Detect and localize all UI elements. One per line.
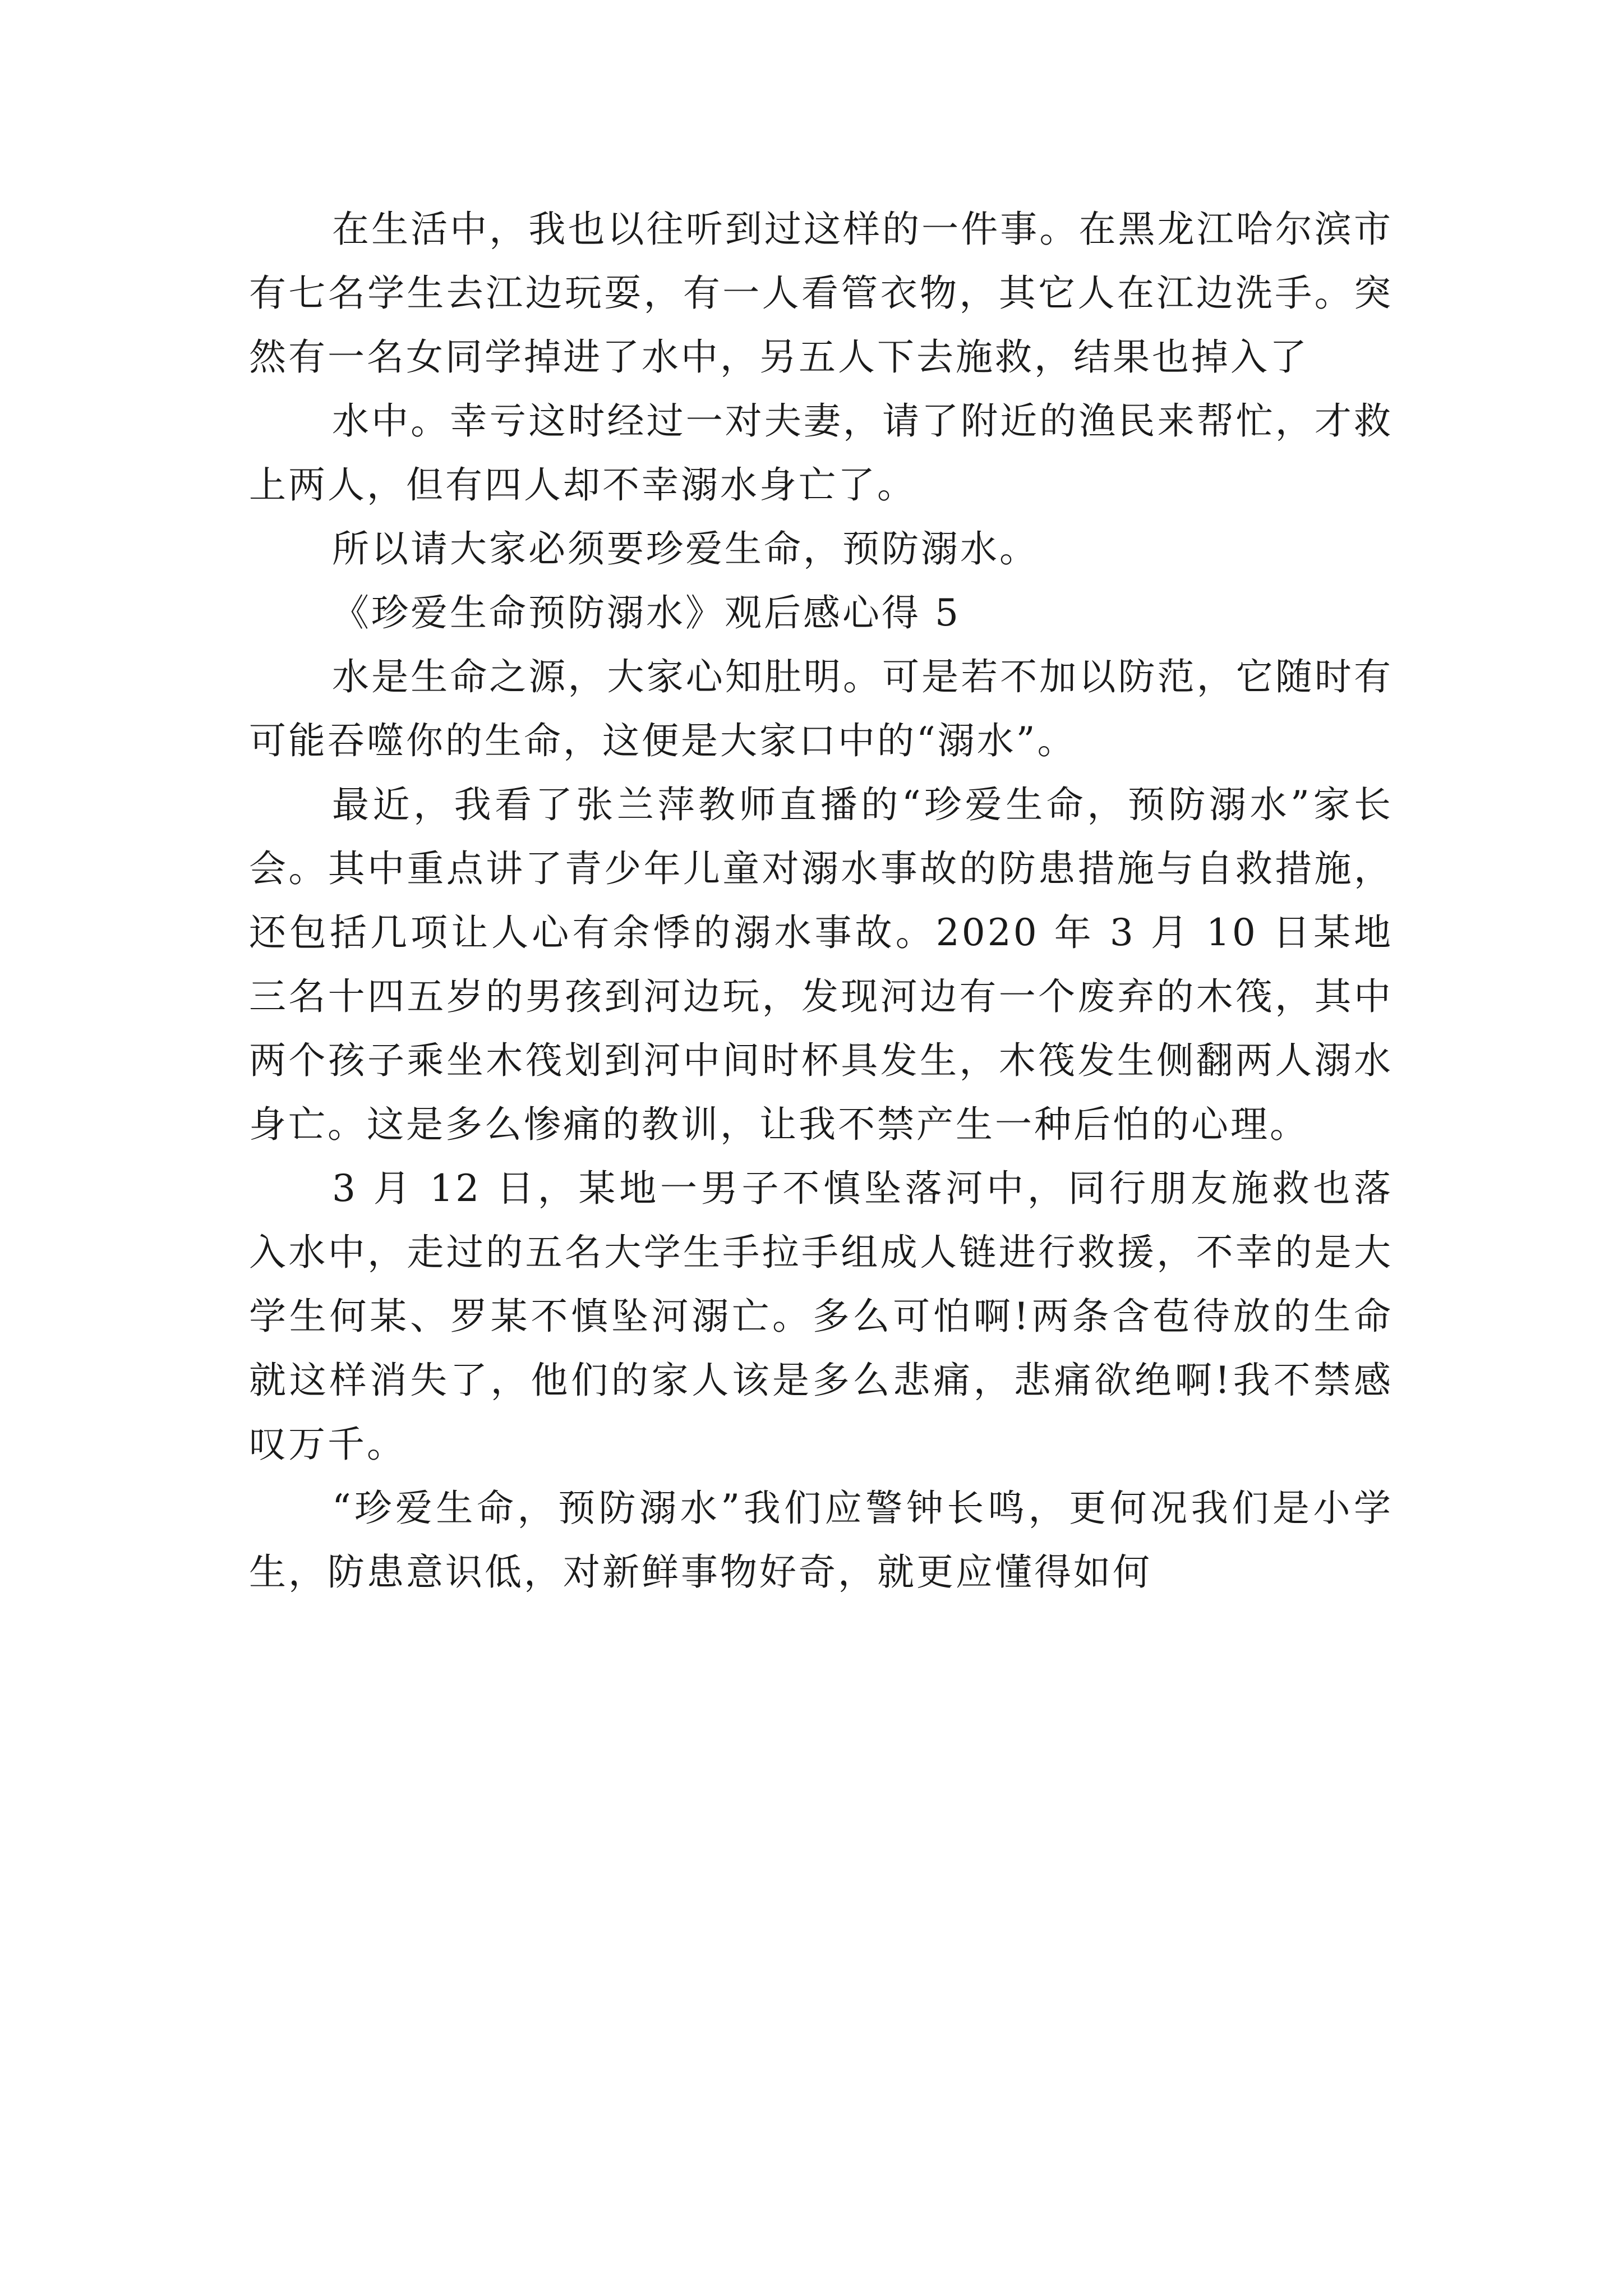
paragraph-2: 水中。幸亏这时经过一对夫妻，请了附近的渔民来帮忙，才救上两人，但有四人却不幸溺水身亡了。 — [249, 399, 1393, 507]
paragraph-3: 所以请大家必须要珍爱生命，预防溺水。 — [332, 527, 1039, 570]
body-text — [249, 197, 1393, 1604]
section-heading: 《珍爱生命预防溺水》观后感心得 5 — [332, 591, 961, 634]
paragraph-6: 最近，我看了张兰萍教师直播的“珍爱生命，预防溺水”家长会。其中重点讲了青少年儿童对溺水事故的防患措施与自救措施，还包括几项让人心有余悸的溺水事故。2020 年 3 月 10 日某地三名十四五岁的男孩到河边玩，发现河边有一个废弃的木筏，其中两个孩子乘坐木筏划到河中间时杯具发生，木筏发生侧翻两人溺水身亡。这是多么惨痛的教训，让我不禁产生一种后怕的心理。 — [249, 783, 1393, 1146]
paragraph-8: “珍爱生命，预防溺水”我们应警钟长鸣，更何况我们是小学生，防患意识低，对新鲜事物好奇，就更应懂得如何 — [249, 1487, 1393, 1594]
paragraph-7: 3 月 12 日，某地一男子不慎坠落河中，同行朋友施救也落入水中，走过的五名大学生手拉手组成人链进行救援，不幸的是大学生何某、罗某不慎坠河溺亡。多么可怕啊!两条含苞待放的生命就这样消失了，他们的家人该是多么悲痛，悲痛欲绝啊!我不禁感叹万千。 — [249, 1167, 1393, 1466]
paragraph-1: 在生活中，我也以往听到过这样的一件事。在黑龙江哈尔滨市有七名学生去江边玩耍，有一人看管衣物，其它人在江边洗手。突然有一名女同学掉进了水中，另五人下去施救，结果也掉入了 — [249, 208, 1393, 379]
paragraph-5: 水是生命之源，大家心知肚明。可是若不加以防范，它随时有可能吞噬你的生命，这便是大家口中的“溺水”。 — [249, 655, 1393, 762]
